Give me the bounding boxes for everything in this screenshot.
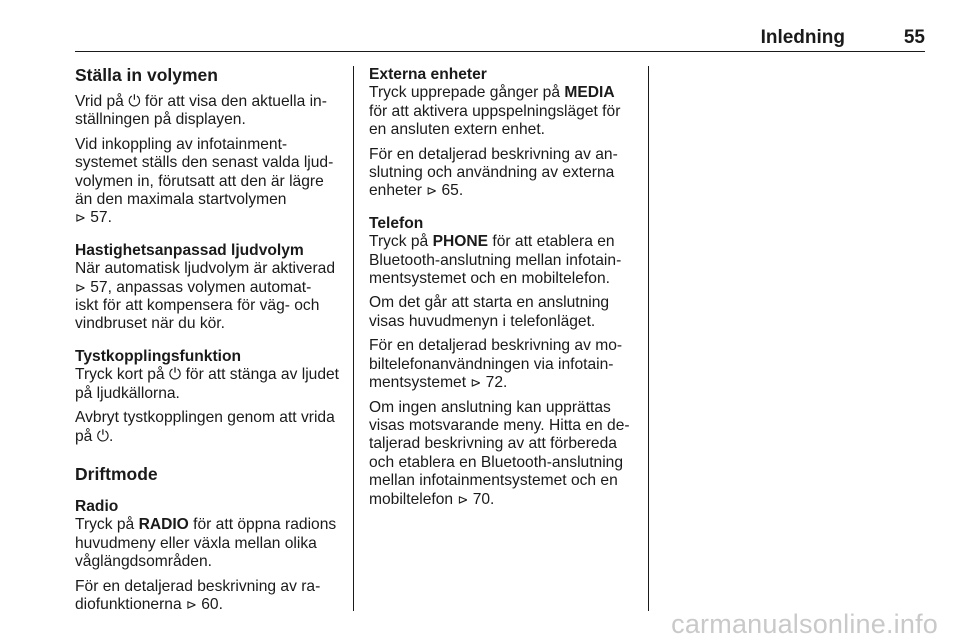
paragraph: Tryck på RADIO för att öppna radions huvudmeny eller växla mellan olika våglängdsområden. [75, 516, 337, 571]
paragraph: Vid inkoppling av infotainment- systemet ställs den senast valda ljud- volymen in, förutsatt att den är lägre än den maximala startvolymen ⊳ 57. [75, 135, 334, 227]
column-divider-right [648, 66, 649, 611]
paragraph: Om det går att starta en anslutning visas huvudmenyn i telefonläget. [369, 294, 610, 330]
subheading-speed-volume: Hastighetsanpassad ljudvolym [75, 241, 304, 259]
page-reference-arrow-icon: ⊳ [75, 279, 86, 295]
paragraph: För en detaljerad beskrivning av ra- diofunktionerna ⊳ 60. [75, 577, 321, 613]
page-reference-arrow-icon: ⊳ [470, 375, 482, 391]
watermark-text: carmanualsonline.info [671, 609, 938, 639]
section-heading-volume: Ställa in volymen [75, 65, 218, 85]
paragraph: För en detaljerad beskrivning av an- slutning och användning av externa enheter ⊳ 65. [369, 145, 618, 200]
paragraph: Tryck på PHONE för att etablera en Bluetooth-anslutning mellan infotain- mentsystemet och en mobiltelefon. [369, 233, 622, 288]
middle-column [369, 66, 644, 515]
paragraph: Om ingen anslutning kan upprättas visas motsvarande meny. Hitta en de- taljerad beskrivning av att förbereda och etablera en Bluetooth-anslutning mellan infotainmentsystemet och en mobiltelefon ⊳ 70. [369, 398, 630, 508]
phone-button-label: PHONE [432, 233, 489, 251]
subheading-external-devices: Externa enheter [369, 66, 487, 83]
paragraph: Avbryt tystkopplingen genom att vrida på ⏻. [75, 409, 335, 445]
subheading-phone: Telefon [369, 214, 424, 232]
section-heading-mode: Driftmode [75, 463, 158, 484]
paragraph: För en detaljerad beskrivning av mo- biltelefonanvändningen via infotain- mentsystemet ⊳ 72. [369, 337, 623, 392]
page-reference-arrow-icon: ⊳ [457, 491, 469, 507]
paragraph: När automatisk ljudvolym är aktiverad ⊳ 57, anpassas volymen automat- iskt för att kompensera för väg- och vindbruset när du kör. [75, 260, 335, 333]
paragraph: Vrid på ⏻ för att visa den aktuella in- ställningen på displayen. [75, 93, 327, 129]
page-reference-arrow-icon: ⊳ [426, 183, 438, 199]
chapter-title: Inledning [760, 27, 845, 48]
left-column [75, 65, 355, 620]
radio-button-label: RADIO [138, 516, 189, 534]
power-knob-icon: ⏻ [96, 427, 110, 445]
subheading-radio: Radio [75, 497, 119, 515]
paragraph: Tryck upprepade gånger på MEDIA för att aktivera uppspelningsläget för en ansluten extern enhet. [369, 84, 621, 139]
power-knob-icon: ⏻ [168, 366, 182, 384]
page-header [75, 0, 925, 52]
page-number: 55 [903, 27, 925, 48]
power-knob-icon: ⏻ [128, 93, 141, 110]
paragraph: Tryck kort på ⏻ för att stänga av ljudet på ljudkällorna. [75, 366, 340, 402]
page-reference-arrow-icon: ⊳ [75, 210, 86, 226]
subheading-mute: Tystkopplingsfunktion [75, 347, 242, 365]
page-reference-arrow-icon: ⊳ [185, 596, 197, 612]
media-button-label: MEDIA [564, 84, 615, 102]
